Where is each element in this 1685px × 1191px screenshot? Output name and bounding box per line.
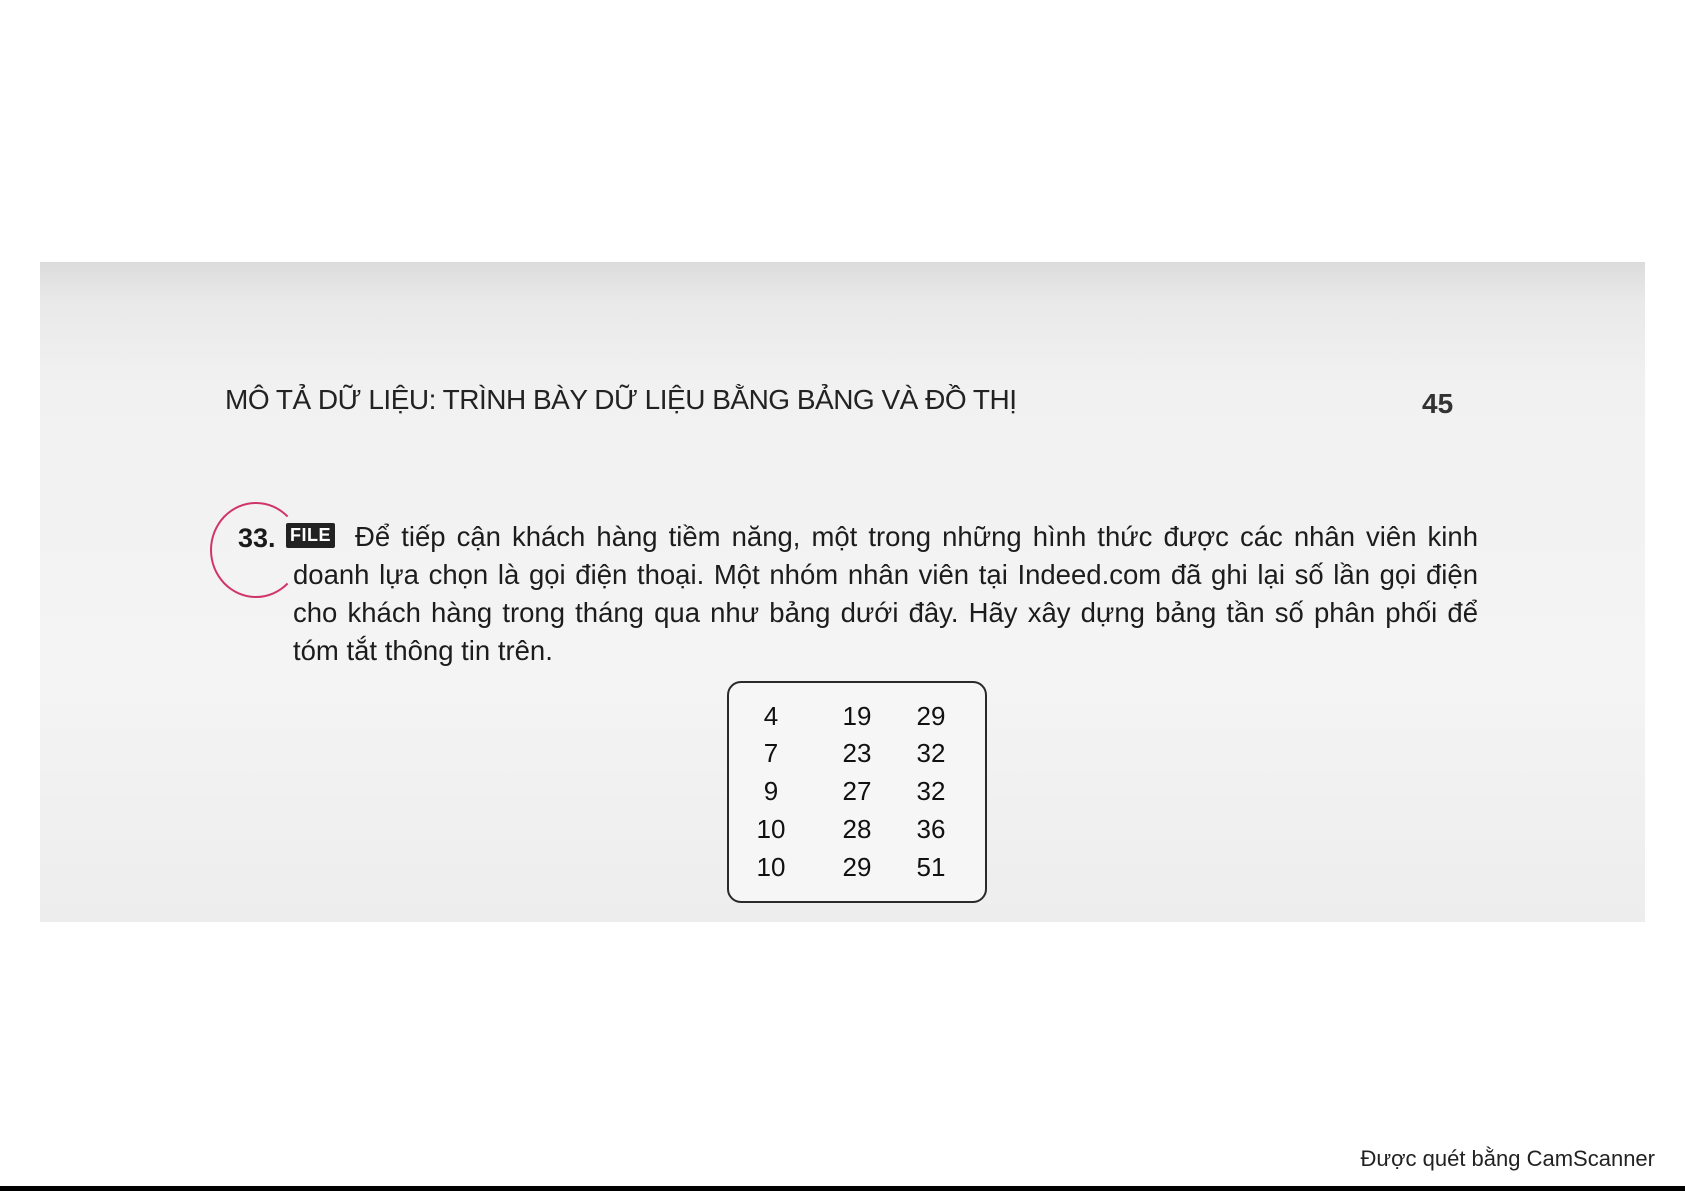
page-number: 45 xyxy=(1422,388,1454,419)
exercise-33 xyxy=(238,518,1478,670)
file-badge: FILE xyxy=(286,523,335,548)
table-cell: 23 xyxy=(842,738,872,768)
table-cell: 10 xyxy=(756,852,786,882)
table-cell: 4 xyxy=(763,701,779,731)
table-cell: 29 xyxy=(916,701,946,731)
table-cell: 29 xyxy=(842,852,872,882)
table-cell: 10 xyxy=(756,814,786,844)
table-cell: 19 xyxy=(842,701,872,731)
data-table xyxy=(727,681,987,903)
table-cell: 51 xyxy=(916,852,946,882)
exercise-number: 33. xyxy=(238,523,276,553)
table-cell: 7 xyxy=(763,738,779,768)
table-cell: 27 xyxy=(842,776,872,806)
table-cell: 28 xyxy=(842,814,872,844)
table-cell: 32 xyxy=(916,738,946,768)
running-head: MÔ TẢ DỮ LIỆU: TRÌNH BÀY DỮ LIỆU BẰNG BẢNG VÀ ĐỒ THỊ xyxy=(225,384,1017,415)
exercise-text: Để tiếp cận khách hàng tiềm năng, một trong những hình thức được các nhân viên kinh doanh lựa chọn là gọi điện thoại. Một nhóm nhân viên tại Indeed.com đã ghi lại số lần gọi điện cho khách hàng trong tháng qua như bảng dưới đây. Hãy xây dựng bảng tần số phân phối để tóm tắt thông tin trên. xyxy=(293,521,1478,666)
camscanner-footer: Được quét bằng CamScanner xyxy=(1360,1146,1655,1171)
table-cell: 36 xyxy=(916,814,946,844)
table-cell: 32 xyxy=(916,776,946,806)
bottom-divider xyxy=(0,1186,1685,1191)
table-cell: 9 xyxy=(763,776,779,806)
